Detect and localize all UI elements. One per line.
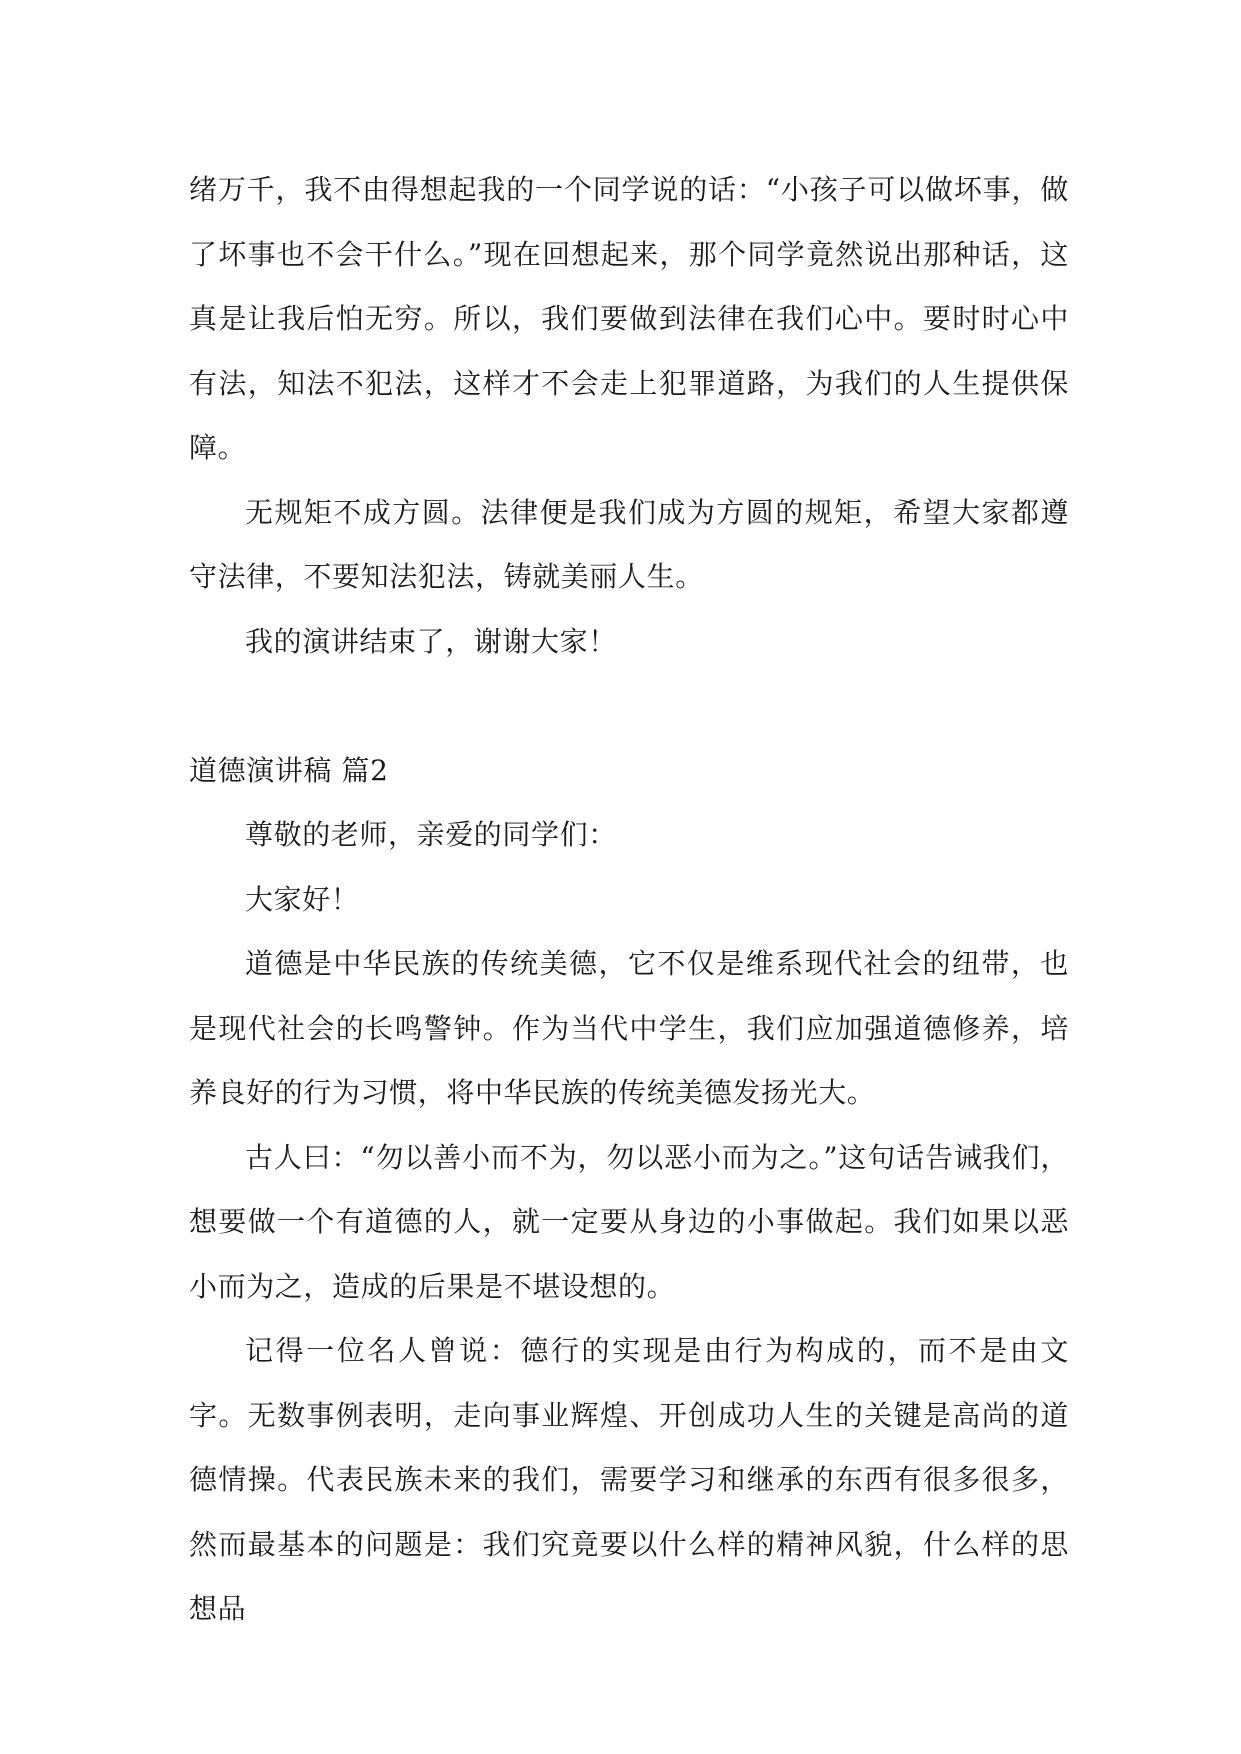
section-gap	[189, 674, 1069, 739]
paragraph: 古人曰：“勿以善小而不为，勿以恶小而为之。”这句话告诫我们，想要做一个有道德的人，就一定要从身边的小事做起。我们如果以恶小而为之，造成的后果是不堪设想的。	[189, 1140, 1069, 1303]
paragraph: 无规矩不成方圆。法律便是我们成为方圆的规矩，希望大家都遵守法律，不要知法犯法，铸就美丽人生。	[189, 495, 1069, 593]
paragraph: 道德是中华民族的传统美德，它不仅是维系现代社会的纽带，也是现代社会的长鸣警钟。作为当代中学生，我们应加强道德修养，培养良好的行为习惯，将中华民族的传统美德发扬光大。	[189, 947, 1069, 1109]
document-body	[189, 158, 1069, 1642]
section-heading: 道德演讲稿 篇2	[189, 753, 389, 787]
paragraph-closing: 我的演讲结束了，谢谢大家！	[245, 624, 617, 658]
paragraph-salutation: 尊敬的老师，亲爱的同学们：	[245, 818, 617, 851]
paragraph-continued: 绪万千，我不由得想起我的一个同学说的话：“小孩子可以做坏事，做了坏事也不会干什么。”现在回想起来，那个同学竟然说出那种话，这真是让我后怕无穷。所以，我们要做到法律在我们心中。要时时心中有法，知法不犯法，这样才不会走上犯罪道路，为我们的人生提供保障。	[189, 173, 1069, 464]
paragraph: 记得一位名人曾说：德行的实现是由行为构成的，而不是由文字。无数事例表明，走向事业辉煌、开创成功人生的关键是高尚的道德情操。代表民族未来的我们，需要学习和继承的东西有很多很多，然而最基本的问题是：我们究竟要以什么样的精神风貌，什么样的思想品	[189, 1334, 1069, 1625]
paragraph-greeting: 大家好！	[245, 882, 360, 916]
